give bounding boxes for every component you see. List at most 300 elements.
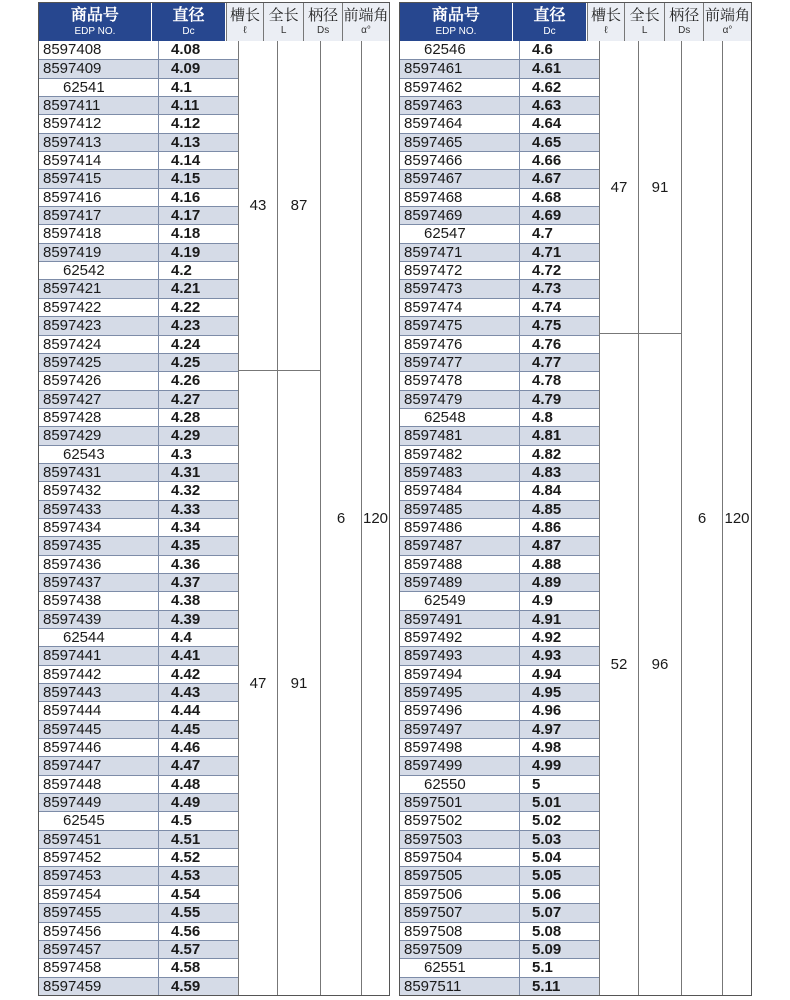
table-row <box>39 279 238 297</box>
diameter-value: 4.27 <box>171 390 201 408</box>
edp-number: 8597485 <box>400 501 520 518</box>
diameter-value: 4.37 <box>171 573 201 591</box>
table-row <box>39 78 238 96</box>
edp-number: 8597452 <box>39 849 159 866</box>
table-row <box>39 261 238 279</box>
diameter-value: 4.31 <box>171 463 201 481</box>
table-row <box>39 114 238 132</box>
header-dc <box>152 3 226 41</box>
edp-number: 8597495 <box>400 684 520 701</box>
edp-number: 8597465 <box>400 134 520 151</box>
edp-number: 8597481 <box>400 427 520 444</box>
diameter-value: 4.5 <box>171 812 192 830</box>
diameter-value: 4.77 <box>532 353 562 371</box>
edp-number: 62542 <box>39 262 159 279</box>
edp-number: 8597501 <box>400 794 520 811</box>
flute-group-1: 47 <box>599 41 638 334</box>
diameter-value: 4.45 <box>171 720 201 738</box>
diameter-value: 4.16 <box>171 188 201 206</box>
diameter-value: 4.6 <box>532 41 553 58</box>
table-row <box>39 188 238 206</box>
table-row <box>39 298 238 316</box>
header-flute-sub: ℓ <box>604 25 608 36</box>
flute-group-1: 43 <box>238 41 277 371</box>
table-row <box>39 793 238 811</box>
edp-number: 8597499 <box>400 757 520 774</box>
diameter-value: 4.09 <box>171 60 201 78</box>
edp-number: 8597459 <box>39 978 159 995</box>
edp-number: 8597478 <box>400 372 520 389</box>
edp-number: 8597428 <box>39 409 159 426</box>
table-row <box>400 848 599 866</box>
edp-number: 62544 <box>39 629 159 646</box>
diameter-value: 4.34 <box>171 518 201 536</box>
edp-number: 8597486 <box>400 519 520 536</box>
edp-number: 8597413 <box>39 134 159 151</box>
diameter-value: 4.53 <box>171 867 201 885</box>
header-overall-main: 全长 <box>268 7 299 24</box>
diameter-value: 4.66 <box>532 152 562 170</box>
edp-number: 8597411 <box>39 97 159 114</box>
edp-number: 8597433 <box>39 501 159 518</box>
diameter-value: 4.56 <box>171 922 201 940</box>
table-row <box>39 536 238 554</box>
table-row <box>39 811 238 829</box>
table-row <box>39 665 238 683</box>
table-row <box>39 720 238 738</box>
table-row <box>39 958 238 976</box>
edp-number: 8597418 <box>39 225 159 242</box>
diameter-value: 4.48 <box>171 775 201 793</box>
table-row <box>400 408 599 426</box>
diameter-value: 4.23 <box>171 317 201 335</box>
table-row <box>400 188 599 206</box>
diameter-value: 5.11 <box>532 977 561 995</box>
header-angle-sub: α° <box>722 25 733 36</box>
diameter-value: 4.55 <box>171 904 201 922</box>
angle-value: 120 <box>722 41 751 995</box>
header-overall <box>263 3 303 41</box>
edp-number: 8597425 <box>39 354 159 371</box>
diameter-value: 4.24 <box>171 335 201 353</box>
diameter-value: 4.79 <box>532 390 562 408</box>
spec-table-left <box>38 2 390 996</box>
diameter-value: 4.98 <box>532 739 562 757</box>
table-row <box>400 536 599 554</box>
table-row <box>39 830 238 848</box>
diameter-value: 4.42 <box>171 665 201 683</box>
edp-number: 8597505 <box>400 867 520 884</box>
table-row <box>400 426 599 444</box>
header-overall-main: 全长 <box>629 7 660 24</box>
table-row <box>400 720 599 738</box>
header-dc-sub: Dc <box>543 25 556 37</box>
diameter-value: 4.43 <box>171 684 201 702</box>
table-row <box>400 114 599 132</box>
diameter-value: 4.68 <box>532 188 562 206</box>
edp-number: 8597432 <box>39 482 159 499</box>
table-row <box>39 426 238 444</box>
edp-number: 8597472 <box>400 262 520 279</box>
diameter-value: 4.75 <box>532 317 562 335</box>
edp-number: 8597429 <box>39 427 159 444</box>
header-dc <box>513 3 587 41</box>
header-shank <box>664 3 703 41</box>
table-row <box>39 848 238 866</box>
table-row <box>400 646 599 664</box>
table-row <box>39 96 238 114</box>
header-overall-sub: L <box>280 25 287 36</box>
diameter-value: 4.33 <box>171 500 201 518</box>
diameter-value: 4.4 <box>171 629 192 646</box>
edp-number: 8597449 <box>39 794 159 811</box>
header-shank <box>303 3 342 41</box>
table-row <box>400 445 599 463</box>
header-dc-main: 直径 <box>172 6 205 24</box>
table-row <box>400 335 599 353</box>
table-row <box>400 683 599 701</box>
diameter-value: 4.21 <box>171 280 201 298</box>
diameter-value: 4.11 <box>171 97 200 115</box>
edp-number: 62548 <box>400 409 520 426</box>
table-row <box>400 903 599 921</box>
diameter-value: 4.15 <box>171 170 201 188</box>
edp-number: 8597483 <box>400 464 520 481</box>
edp-number: 8597458 <box>39 959 159 976</box>
edp-number: 62541 <box>39 79 159 96</box>
diameter-value: 4.96 <box>532 702 562 720</box>
edp-number: 8597491 <box>400 611 520 628</box>
table-row <box>39 151 238 169</box>
diameter-value: 4.29 <box>171 427 201 445</box>
table-row <box>39 353 238 371</box>
shank-value: 6 <box>681 41 722 995</box>
edp-number: 62549 <box>400 592 520 609</box>
diameter-value: 5.07 <box>532 904 562 922</box>
diameter-value: 5.03 <box>532 830 562 848</box>
diameter-value: 4.58 <box>171 959 201 977</box>
diameter-value: 4.28 <box>171 408 201 426</box>
diameter-value: 4.2 <box>171 262 192 280</box>
diameter-value: 4.3 <box>171 445 192 463</box>
edp-number: 8597509 <box>400 941 520 958</box>
diameter-value: 5.08 <box>532 922 562 940</box>
diameter-value: 4.14 <box>171 152 201 170</box>
table-row <box>400 775 599 793</box>
header-overall-sub: L <box>641 25 648 36</box>
edp-number: 8597506 <box>400 886 520 903</box>
edp-number: 8597474 <box>400 299 520 316</box>
diameter-value: 4.93 <box>532 647 562 665</box>
table-row <box>400 243 599 261</box>
edp-number: 8597454 <box>39 886 159 903</box>
edp-number: 8597504 <box>400 849 520 866</box>
table-row <box>39 408 238 426</box>
header-angle-sub: α° <box>361 25 371 36</box>
table-row <box>400 261 599 279</box>
header-flute <box>226 3 263 41</box>
diameter-value: 4.86 <box>532 518 562 536</box>
table-row <box>400 830 599 848</box>
edp-number: 8597451 <box>39 831 159 848</box>
diameter-value: 5.05 <box>532 867 562 885</box>
table-row <box>39 683 238 701</box>
table-row <box>400 811 599 829</box>
table-row <box>39 977 238 995</box>
table-row <box>39 316 238 334</box>
table-row <box>39 610 238 628</box>
header-flute-sub: ℓ <box>243 25 247 36</box>
table-row <box>400 133 599 151</box>
table-row <box>39 922 238 940</box>
edp-number: 8597431 <box>39 464 159 481</box>
edp-number: 8597414 <box>39 152 159 169</box>
edp-number: 8597502 <box>400 812 520 829</box>
table-row <box>400 591 599 609</box>
diameter-value: 4.47 <box>171 757 201 775</box>
table-row <box>400 977 599 995</box>
table-row <box>39 445 238 463</box>
edp-number: 8597421 <box>39 280 159 297</box>
edp-number: 8597494 <box>400 666 520 683</box>
table-row <box>39 701 238 719</box>
header-flute <box>587 3 624 41</box>
diameter-value: 4.67 <box>532 170 562 188</box>
edp-number: 8597438 <box>39 592 159 609</box>
diameter-value: 4.13 <box>171 133 201 151</box>
edp-number: 62547 <box>400 225 520 242</box>
edp-number: 8597453 <box>39 867 159 884</box>
table-row <box>39 335 238 353</box>
edp-number: 8597443 <box>39 684 159 701</box>
diameter-value: 4.39 <box>171 610 201 628</box>
edp-number: 8597475 <box>400 317 520 334</box>
header-shank-main: 柄径 <box>669 7 700 24</box>
table-header <box>400 3 751 41</box>
diameter-value: 4.94 <box>532 665 562 683</box>
table-row <box>400 96 599 114</box>
table-row <box>39 463 238 481</box>
diameter-value: 4.35 <box>171 537 201 555</box>
diameter-value: 4.82 <box>532 445 562 463</box>
table-row <box>39 866 238 884</box>
edp-number: 8597446 <box>39 739 159 756</box>
table-row <box>39 903 238 921</box>
table-row <box>39 224 238 242</box>
diameter-value: 4.7 <box>532 225 553 243</box>
diameter-value: 4.57 <box>171 940 201 958</box>
diameter-value: 4.89 <box>532 573 562 591</box>
header-angle-main: 前端角 <box>704 7 750 24</box>
edp-number: 8597473 <box>400 280 520 297</box>
edp-number: 62546 <box>400 41 520 59</box>
overall-group-2: 91 <box>277 371 320 995</box>
header-flute-main: 槽长 <box>591 7 622 24</box>
header-angle-main: 前端角 <box>343 7 389 24</box>
table-row <box>400 316 599 334</box>
table-row <box>39 775 238 793</box>
table-row <box>39 481 238 499</box>
diameter-value: 4.81 <box>532 427 562 445</box>
diameter-value: 4.72 <box>532 262 562 280</box>
table-row <box>39 940 238 958</box>
diameter-value: 4.44 <box>171 702 201 720</box>
edp-number: 8597427 <box>39 391 159 408</box>
edp-number: 8597508 <box>400 923 520 940</box>
table-row <box>400 922 599 940</box>
edp-number: 8597442 <box>39 666 159 683</box>
overall-group-1: 91 <box>638 41 681 334</box>
overall-group-1: 87 <box>277 41 320 371</box>
table-row <box>39 646 238 664</box>
header-edp <box>400 3 513 41</box>
edp-number: 8597435 <box>39 537 159 554</box>
edp-number: 8597466 <box>400 152 520 169</box>
edp-number: 8597503 <box>400 831 520 848</box>
edp-number: 8597468 <box>400 189 520 206</box>
diameter-value: 4.69 <box>532 207 562 225</box>
diameter-value: 5.04 <box>532 849 562 867</box>
edp-number: 8597471 <box>400 244 520 261</box>
diameter-value: 4.92 <box>532 629 562 646</box>
edp-number: 8597415 <box>39 170 159 187</box>
diameter-value: 4.73 <box>532 280 562 298</box>
table-row <box>400 885 599 903</box>
header-shank-sub: Ds <box>678 25 691 36</box>
diameter-value: 4.54 <box>171 885 201 903</box>
table-row <box>39 591 238 609</box>
diameter-value: 4.91 <box>532 610 562 628</box>
edp-number: 8597463 <box>400 97 520 114</box>
diameter-value: 4.62 <box>532 78 562 96</box>
diameter-value: 4.1 <box>171 78 192 96</box>
edp-number: 8597441 <box>39 647 159 664</box>
edp-number: 8597487 <box>400 537 520 554</box>
header-edp <box>39 3 152 41</box>
flute-group-2: 52 <box>599 334 638 995</box>
header-edp-sub: EDP NO. <box>74 25 116 37</box>
header-angle <box>342 3 389 41</box>
table-row <box>39 243 238 261</box>
diameter-value: 4.59 <box>171 977 201 995</box>
edp-number: 8597464 <box>400 115 520 132</box>
flute-group-2: 47 <box>238 371 277 995</box>
table-row <box>39 518 238 536</box>
header-edp-main: 商品号 <box>70 6 119 24</box>
header-dc-sub: Dc <box>182 25 195 37</box>
edp-number: 8597419 <box>39 244 159 261</box>
edp-number: 8597489 <box>400 574 520 591</box>
diameter-value: 4.65 <box>532 133 562 151</box>
table-row <box>39 738 238 756</box>
diameter-value: 4.99 <box>532 757 562 775</box>
diameter-value: 4.19 <box>171 243 201 261</box>
edp-number: 8597436 <box>39 556 159 573</box>
edp-number: 8597511 <box>400 978 520 995</box>
table-row <box>400 573 599 591</box>
table-row <box>400 500 599 518</box>
diameter-value: 4.49 <box>171 794 201 812</box>
diameter-value: 4.12 <box>171 115 201 133</box>
edp-number: 8597437 <box>39 574 159 591</box>
diameter-value: 4.17 <box>171 207 201 225</box>
table-row <box>400 371 599 389</box>
diameter-value: 4.18 <box>171 225 201 243</box>
table-row <box>39 555 238 573</box>
header-edp-main: 商品号 <box>431 6 480 24</box>
header-dc-main: 直径 <box>533 6 566 24</box>
diameter-value: 4.9 <box>532 592 553 610</box>
edp-number: 8597439 <box>39 611 159 628</box>
overall-group-2: 96 <box>638 334 681 995</box>
edp-number: 62551 <box>400 959 520 976</box>
table-row <box>39 885 238 903</box>
edp-number: 62545 <box>39 812 159 829</box>
diameter-value: 4.25 <box>171 353 201 371</box>
edp-number: 8597488 <box>400 556 520 573</box>
diameter-value: 4.32 <box>171 482 201 500</box>
table-row <box>400 41 599 59</box>
header-edp-sub: EDP NO. <box>435 25 477 37</box>
edp-number: 8597426 <box>39 372 159 389</box>
edp-number: 8597498 <box>400 739 520 756</box>
table-row <box>39 59 238 77</box>
edp-number: 8597408 <box>39 41 159 59</box>
table-row <box>400 481 599 499</box>
edp-number: 8597467 <box>400 170 520 187</box>
table-row <box>400 665 599 683</box>
diameter-value: 5.09 <box>532 940 562 958</box>
diameter-value: 4.88 <box>532 555 562 573</box>
edp-number: 8597424 <box>39 336 159 353</box>
edp-number: 8597422 <box>39 299 159 316</box>
table-row <box>400 628 599 646</box>
shank-value: 6 <box>320 41 361 995</box>
edp-number: 8597457 <box>39 941 159 958</box>
diameter-value: 4.08 <box>171 41 201 58</box>
table-row <box>39 41 238 59</box>
diameter-value: 4.76 <box>532 335 562 353</box>
diameter-value: 4.26 <box>171 372 201 390</box>
diameter-value: 5.01 <box>532 794 562 812</box>
diameter-value: 4.38 <box>171 592 201 610</box>
table-row <box>39 500 238 518</box>
edp-number: 8597461 <box>400 60 520 77</box>
header-shank-main: 柄径 <box>308 7 339 24</box>
edp-number: 8597423 <box>39 317 159 334</box>
edp-number: 62543 <box>39 446 159 463</box>
edp-number: 8597417 <box>39 207 159 224</box>
diameter-value: 5 <box>532 775 541 793</box>
header-shank-sub: Ds <box>317 25 330 36</box>
edp-number: 8597447 <box>39 757 159 774</box>
table-row <box>400 206 599 224</box>
edp-number: 8597462 <box>400 79 520 96</box>
edp-number: 8597476 <box>400 336 520 353</box>
table-row <box>400 555 599 573</box>
table-row <box>39 390 238 408</box>
table-row <box>400 756 599 774</box>
diameter-value: 4.51 <box>171 830 201 848</box>
diameter-value: 4.87 <box>532 537 562 555</box>
table-row <box>400 610 599 628</box>
table-row <box>39 756 238 774</box>
diameter-value: 4.46 <box>171 739 201 757</box>
table-row <box>400 463 599 481</box>
diameter-value: 5.02 <box>532 812 562 830</box>
edp-number: 8597416 <box>39 189 159 206</box>
diameter-value: 4.63 <box>532 97 562 115</box>
